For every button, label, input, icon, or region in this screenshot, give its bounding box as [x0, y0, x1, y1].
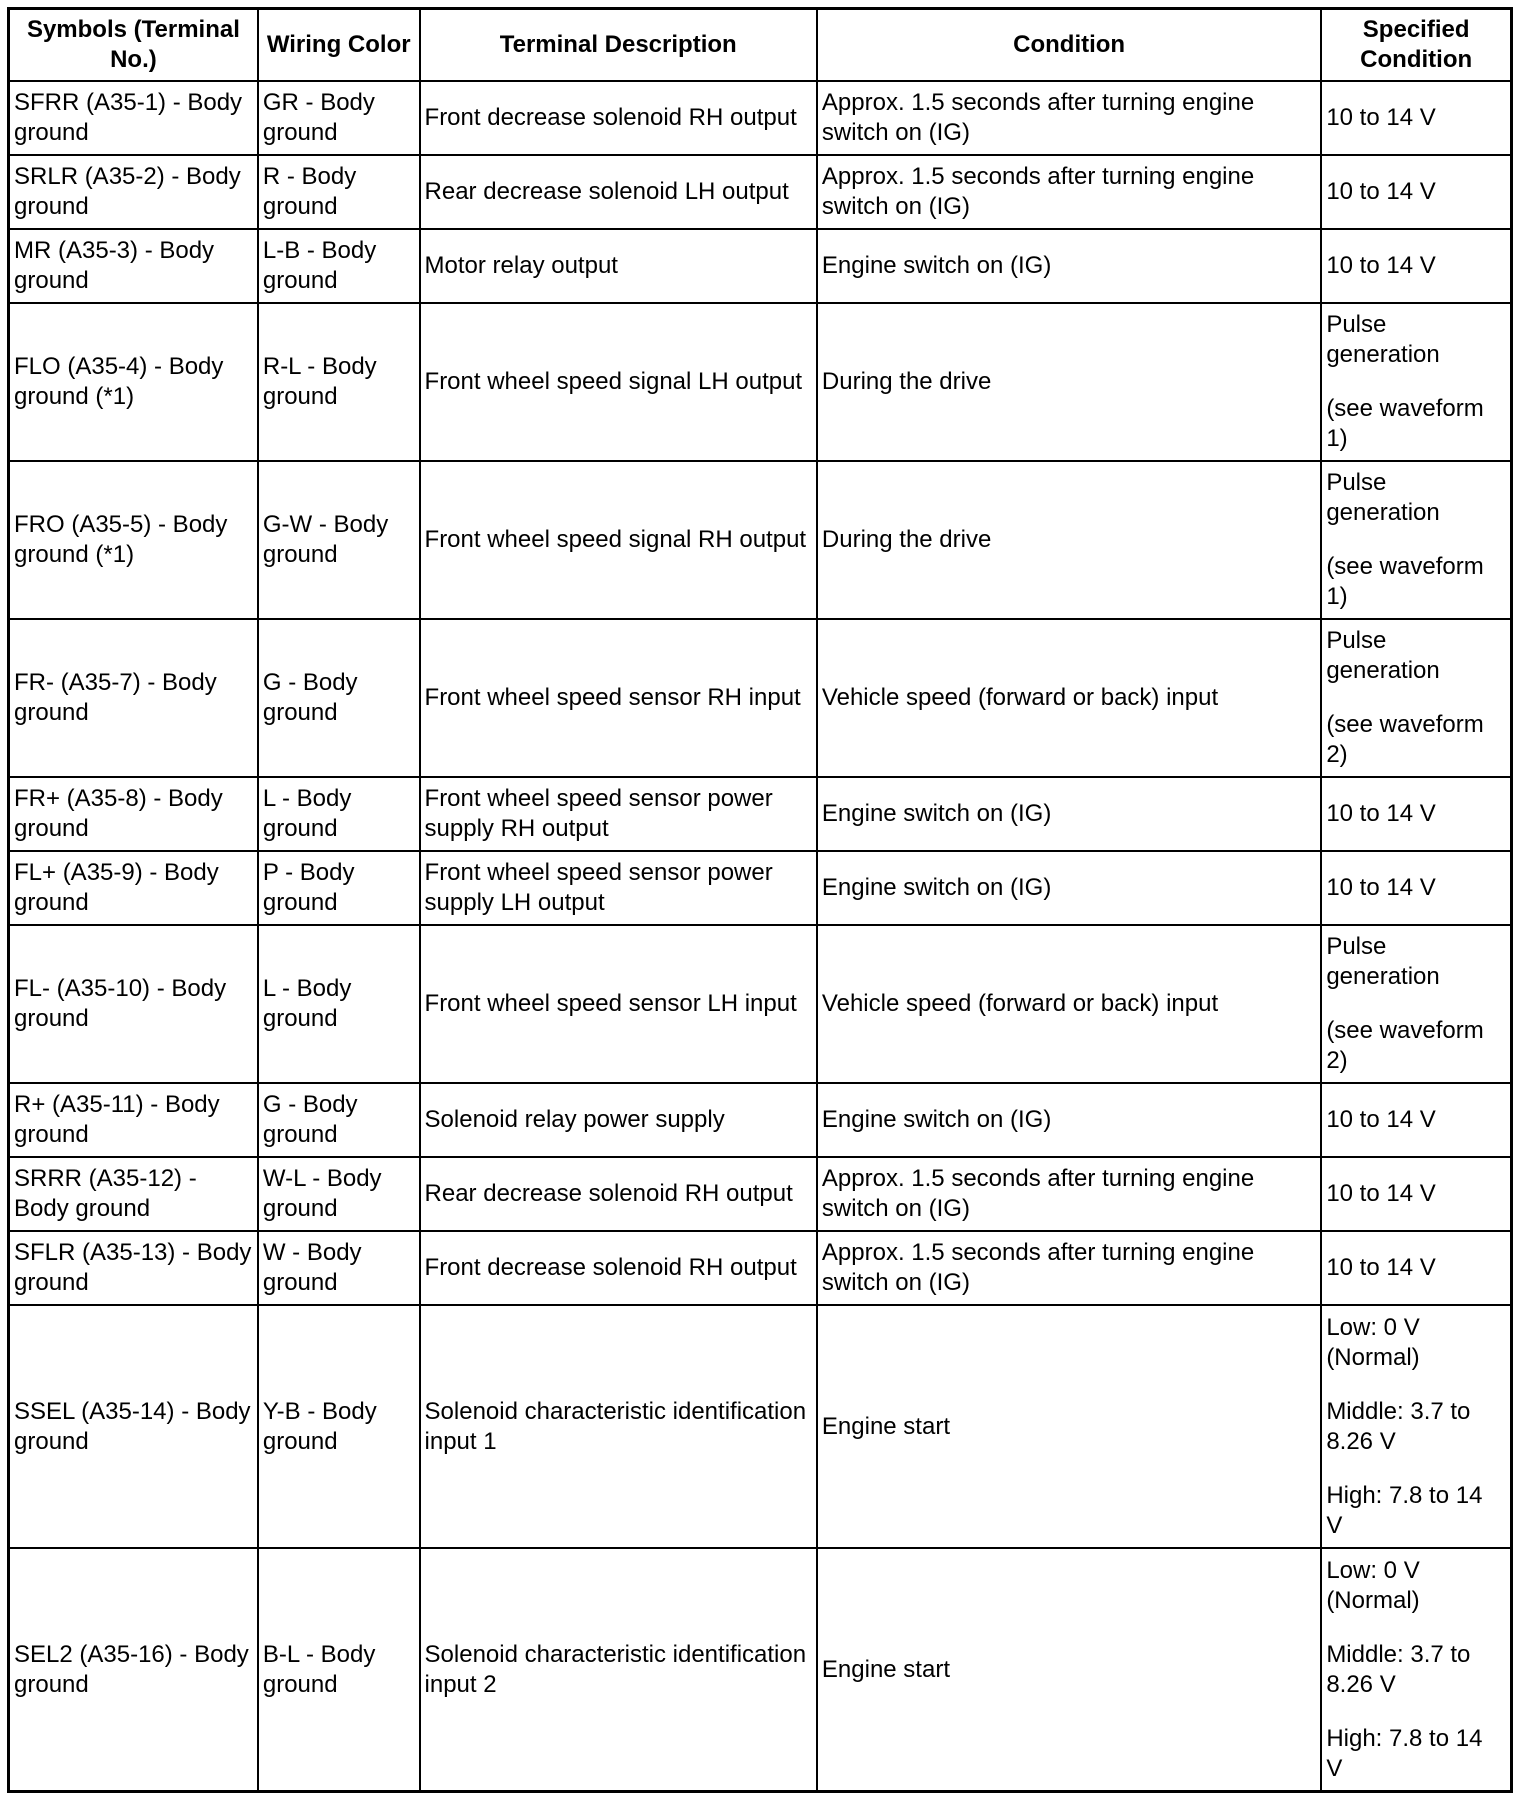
- cell-terminal-description: Front decrease solenoid RH output: [420, 1231, 817, 1305]
- cell-terminal-description: Front wheel speed sensor RH input: [420, 619, 817, 777]
- cell-specified-condition: [1321, 851, 1511, 925]
- cell-specified-condition: [1321, 1548, 1511, 1792]
- cell-specified-condition: [1321, 81, 1511, 155]
- cell-condition: Vehicle speed (forward or back) input: [817, 619, 1321, 777]
- specified-line: High: 7.8 to 14 V: [1326, 1481, 1483, 1539]
- cell-symbols: R+ (A35-11) - Body ground: [9, 1083, 258, 1157]
- table-row: [9, 1157, 1512, 1231]
- cell-wiring-color: GR - Body ground: [258, 81, 420, 155]
- table-row: [9, 81, 1512, 155]
- cell-symbols: FL+ (A35-9) - Body ground: [9, 851, 258, 925]
- table-row: [9, 1231, 1512, 1305]
- table-row: [9, 1305, 1512, 1548]
- specified-line: 10 to 14 V: [1326, 874, 1436, 901]
- table-body: [9, 81, 1512, 1792]
- cell-condition: Approx. 1.5 seconds after turning engine switch on (IG): [817, 1231, 1321, 1305]
- specified-line: 10 to 14 V: [1326, 800, 1436, 827]
- cell-wiring-color: W - Body ground: [258, 1231, 420, 1305]
- cell-specified-condition: [1321, 1231, 1511, 1305]
- cell-symbols: FR- (A35-7) - Body ground: [9, 619, 258, 777]
- cell-specified-condition: [1321, 461, 1511, 619]
- specified-line: Middle: 3.7 to 8.26 V: [1326, 1397, 1471, 1455]
- cell-specified-condition: [1321, 1083, 1511, 1157]
- table-row: [9, 1083, 1512, 1157]
- cell-symbols: MR (A35-3) - Body ground: [9, 229, 258, 303]
- cell-terminal-description: Rear decrease solenoid LH output: [420, 155, 817, 229]
- table-row: [9, 229, 1512, 303]
- table-row: [9, 461, 1512, 619]
- cell-specified-condition: [1321, 229, 1511, 303]
- cell-symbols: SRRR (A35-12) - Body ground: [9, 1157, 258, 1231]
- cell-wiring-color: B-L - Body ground: [258, 1548, 420, 1792]
- specified-line: Pulse generation: [1326, 311, 1440, 368]
- specified-line: Low: 0 V (Normal): [1326, 1556, 1420, 1614]
- cell-condition: Approx. 1.5 seconds after turning engine switch on (IG): [817, 81, 1321, 155]
- cell-wiring-color: R-L - Body ground: [258, 303, 420, 461]
- specified-line: High: 7.8 to 14 V: [1326, 1724, 1483, 1782]
- table-row: [9, 925, 1512, 1083]
- specified-line: (see waveform 1): [1326, 553, 1484, 610]
- specified-line: 10 to 14 V: [1326, 1180, 1436, 1207]
- cell-wiring-color: R - Body ground: [258, 155, 420, 229]
- cell-wiring-color: L - Body ground: [258, 777, 420, 851]
- cell-terminal-description: Solenoid relay power supply: [420, 1083, 817, 1157]
- table-row: [9, 619, 1512, 777]
- table-row: [9, 155, 1512, 229]
- cell-terminal-description: Front wheel speed signal LH output: [420, 303, 817, 461]
- cell-specified-condition: [1321, 777, 1511, 851]
- cell-condition: Engine start: [817, 1305, 1321, 1548]
- header-terminal-description: Terminal Description: [420, 9, 817, 82]
- specified-line: 10 to 14 V: [1326, 104, 1436, 131]
- cell-symbols: SFRR (A35-1) - Body ground: [9, 81, 258, 155]
- cell-terminal-description: Front wheel speed sensor power supply LH output: [420, 851, 817, 925]
- cell-wiring-color: L - Body ground: [258, 925, 420, 1083]
- cell-condition: Engine switch on (IG): [817, 851, 1321, 925]
- cell-condition: Approx. 1.5 seconds after turning engine switch on (IG): [817, 1157, 1321, 1231]
- cell-terminal-description: Front decrease solenoid RH output: [420, 81, 817, 155]
- cell-symbols: FRO (A35-5) - Body ground (*1): [9, 461, 258, 619]
- specified-line: 10 to 14 V: [1326, 1254, 1436, 1281]
- specified-line: (see waveform 2): [1326, 1017, 1484, 1074]
- cell-symbols: SRLR (A35-2) - Body ground: [9, 155, 258, 229]
- cell-terminal-description: Motor relay output: [420, 229, 817, 303]
- cell-condition: Vehicle speed (forward or back) input: [817, 925, 1321, 1083]
- cell-terminal-description: Front wheel speed sensor LH input: [420, 925, 817, 1083]
- specified-line: Pulse generation: [1326, 627, 1440, 684]
- cell-condition: During the drive: [817, 461, 1321, 619]
- cell-wiring-color: P - Body ground: [258, 851, 420, 925]
- cell-terminal-description: Solenoid characteristic identification input 1: [420, 1305, 817, 1548]
- cell-symbols: FL- (A35-10) - Body ground: [9, 925, 258, 1083]
- cell-wiring-color: G - Body ground: [258, 1083, 420, 1157]
- table-row: [9, 1548, 1512, 1792]
- cell-specified-condition: [1321, 1157, 1511, 1231]
- cell-wiring-color: G-W - Body ground: [258, 461, 420, 619]
- cell-symbols: FLO (A35-4) - Body ground (*1): [9, 303, 258, 461]
- cell-condition: Approx. 1.5 seconds after turning engine switch on (IG): [817, 155, 1321, 229]
- specified-line: Pulse generation: [1326, 469, 1440, 526]
- cell-wiring-color: Y-B - Body ground: [258, 1305, 420, 1548]
- specified-line: Middle: 3.7 to 8.26 V: [1326, 1640, 1471, 1698]
- cell-specified-condition: [1321, 155, 1511, 229]
- cell-terminal-description: Front wheel speed sensor power supply RH output: [420, 777, 817, 851]
- cell-specified-condition: [1321, 619, 1511, 777]
- cell-condition: Engine switch on (IG): [817, 777, 1321, 851]
- specified-line: 10 to 14 V: [1326, 1106, 1436, 1133]
- cell-symbols: FR+ (A35-8) - Body ground: [9, 777, 258, 851]
- cell-specified-condition: [1321, 303, 1511, 461]
- cell-wiring-color: G - Body ground: [258, 619, 420, 777]
- specified-line: Low: 0 V (Normal): [1326, 1313, 1420, 1371]
- cell-specified-condition: [1321, 1305, 1511, 1548]
- cell-condition: Engine switch on (IG): [817, 1083, 1321, 1157]
- table-row: [9, 851, 1512, 925]
- cell-condition: Engine switch on (IG): [817, 229, 1321, 303]
- header-symbols: Symbols (Terminal No.): [9, 9, 258, 82]
- cell-wiring-color: W-L - Body ground: [258, 1157, 420, 1231]
- cell-terminal-description: Front wheel speed signal RH output: [420, 461, 817, 619]
- specified-line: (see waveform 2): [1326, 711, 1484, 768]
- cell-wiring-color: L-B - Body ground: [258, 229, 420, 303]
- cell-terminal-description: Rear decrease solenoid RH output: [420, 1157, 817, 1231]
- header-specified-condition: Specified Condition: [1321, 9, 1511, 82]
- table-row: [9, 777, 1512, 851]
- header-wiring-color: Wiring Color: [258, 9, 420, 82]
- cell-terminal-description: Solenoid characteristic identification input 2: [420, 1548, 817, 1792]
- cell-condition: Engine start: [817, 1548, 1321, 1792]
- specified-line: 10 to 14 V: [1326, 178, 1436, 205]
- cell-symbols: SFLR (A35-13) - Body ground: [9, 1231, 258, 1305]
- cell-symbols: SSEL (A35-14) - Body ground: [9, 1305, 258, 1548]
- cell-symbols: SEL2 (A35-16) - Body ground: [9, 1548, 258, 1792]
- header-row: [9, 9, 1512, 82]
- cell-condition: During the drive: [817, 303, 1321, 461]
- table-header: [9, 9, 1512, 82]
- specified-line: 10 to 14 V: [1326, 252, 1436, 279]
- header-condition: Condition: [817, 9, 1321, 82]
- specified-line: Pulse generation: [1326, 933, 1440, 990]
- table-row: [9, 303, 1512, 461]
- terminal-table: [7, 7, 1513, 1793]
- specified-line: (see waveform 1): [1326, 395, 1484, 452]
- cell-specified-condition: [1321, 925, 1511, 1083]
